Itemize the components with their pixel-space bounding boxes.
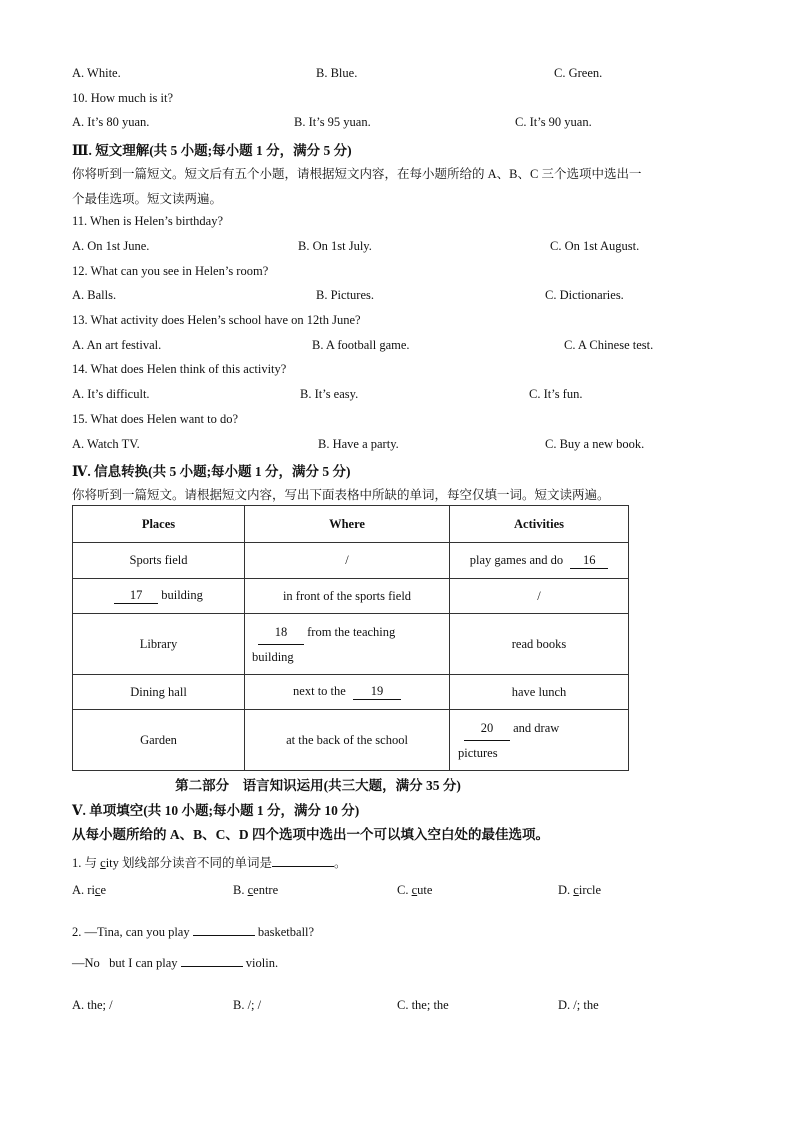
option-label: B. — [233, 883, 245, 897]
section3-instruction-1: 你将听到一篇短文。短文后有五个小题，请根据短文内容，在每小题所给的 A、B、C 三个选项中选出一 — [72, 167, 642, 181]
blank-20[interactable]: 20 — [464, 716, 510, 741]
cell-text: play games and do — [469, 552, 564, 567]
q2-line1-prefix: 2. —Tina, can you play — [72, 925, 190, 939]
q15-option-a: A. Watch TV. — [72, 437, 140, 451]
q1-stem-word: ity — [105, 856, 119, 870]
part2-title: 第二部分 语言知识运用(共三大题，满分 35 分) — [175, 778, 461, 793]
q9-option-a: A. White. — [72, 66, 121, 80]
cell-place: Dining hall — [73, 675, 245, 710]
header-activities: Activities — [450, 506, 629, 543]
section5-instruction: 从每小题所给的 A、B、C、D 四个选项中选出一个可以填入空白处的最佳选项。 — [72, 827, 550, 842]
q12-option-c: C. Dictionaries. — [545, 288, 624, 302]
q15-option-c: C. Buy a new book. — [545, 437, 645, 451]
cell-place — [73, 579, 245, 614]
cell-activity: have lunch — [450, 675, 629, 710]
cell-place: Library — [73, 614, 245, 675]
table-header-row — [73, 506, 629, 543]
header-where: Where — [245, 506, 450, 543]
cell-activity: read books — [450, 614, 629, 675]
q10-option-b: B. It’s 95 yuan. — [294, 115, 371, 129]
cell-activity: / — [450, 579, 629, 614]
cell-where: / — [245, 543, 450, 579]
cell-text: and draw — [513, 720, 560, 735]
option-underlined: c — [94, 883, 101, 897]
q11-option-b: B. On 1st July. — [298, 239, 372, 253]
q1-option-d — [558, 883, 601, 898]
q14-option-a: A. It’s difficult. — [72, 387, 150, 401]
q14-stem: 14. What does Helen think of this activity? — [72, 362, 287, 376]
q12-option-a: A. Balls. — [72, 288, 117, 302]
q15-option-b: B. Have a party. — [318, 437, 399, 451]
option-word-part: ri — [87, 883, 95, 897]
q2-option-d: D. /; the — [558, 998, 599, 1012]
q2-line2 — [72, 956, 278, 971]
option-label: A. — [72, 883, 85, 897]
table-row — [73, 543, 629, 579]
q1-option-a — [72, 883, 106, 898]
q13-stem: 13. What activity does Helen’s school have on 12th June? — [72, 313, 361, 327]
q2-option-b: B. /; / — [233, 998, 262, 1012]
q1-stem-suffix: 划线部分读音不同的单词是 — [118, 856, 273, 870]
q11-option-c: C. On 1st August. — [550, 239, 640, 253]
table-row — [73, 614, 629, 675]
section4-title: Ⅳ. 信息转换(共 5 小题;每小题 1 分，满分 5 分) — [72, 464, 351, 479]
option-word-part: e — [100, 883, 107, 897]
cell-place: Garden — [73, 710, 245, 771]
option-word-part: entre — [253, 883, 279, 897]
q9-option-c: C. Green. — [554, 66, 603, 80]
info-table — [72, 505, 629, 771]
q2-line2-middle: but I can play — [109, 956, 178, 970]
q2-option-a: A. the; / — [72, 998, 113, 1012]
section3-instruction-2: 个最佳选项。短文读两遍。 — [72, 192, 223, 206]
q14-option-b: B. It’s easy. — [300, 387, 359, 401]
header-places: Places — [73, 506, 245, 543]
cell-text: next to the — [293, 684, 346, 698]
cell-where: at the back of the school — [245, 710, 450, 771]
section4-instruction: 你将听到一篇短文。请根据短文内容，写出下面表格中所缺的单词，每空仅填一词。短文读两遍。 — [72, 488, 610, 502]
q2-line1 — [72, 925, 314, 940]
option-underlined: c — [411, 883, 418, 897]
cell-activity — [450, 543, 629, 579]
q12-stem: 12. What can you see in Helen’s room? — [72, 264, 269, 278]
q1-stem-prefix: 1. 与 — [72, 856, 101, 870]
q1-stem-underlined: c — [100, 856, 106, 870]
q2-blank-1[interactable] — [193, 935, 255, 936]
q11-option-a: A. On 1st June. — [72, 239, 150, 253]
table-row — [73, 579, 629, 614]
cell-text: building — [161, 588, 203, 602]
blank-16[interactable]: 16 — [570, 553, 608, 569]
section3-title: Ⅲ. 短文理解(共 5 小题;每小题 1 分，满分 5 分) — [72, 143, 352, 158]
option-word-part: ute — [417, 883, 433, 897]
q10-stem: 10. How much is it? — [72, 91, 174, 105]
q2-line1-suffix: basketball? — [257, 925, 315, 939]
q13-option-b: B. A football game. — [312, 338, 410, 352]
option-label: C. — [397, 883, 409, 897]
q10-option-a: A. It’s 80 yuan. — [72, 115, 150, 129]
q1-stem — [72, 853, 347, 871]
q10-option-c: C. It’s 90 yuan. — [515, 115, 592, 129]
option-label: D. — [558, 883, 571, 897]
q2-line2-prefix: —No — [72, 956, 100, 970]
cell-where — [245, 614, 450, 675]
q9-option-b: B. Blue. — [316, 66, 358, 80]
blank-19[interactable]: 19 — [353, 684, 401, 700]
q1-option-c — [397, 883, 432, 898]
q2-blank-2[interactable] — [181, 966, 243, 967]
cell-text: pictures — [458, 745, 498, 760]
q13-option-a: A. An art festival. — [72, 338, 162, 352]
q1-option-b — [233, 883, 278, 898]
section5-title: Ⅴ. 单项填空(共 10 小题;每小题 1 分，满分 10 分) — [72, 803, 360, 818]
q1-stem-end: 。 — [334, 856, 347, 870]
blank-18[interactable]: 18 — [258, 620, 304, 645]
q13-option-c: C. A Chinese test. — [564, 338, 654, 352]
q11-stem: 11. When is Helen’s birthday? — [72, 214, 224, 228]
q1-answer-blank[interactable] — [272, 866, 334, 867]
option-underlined: c — [573, 883, 579, 897]
q15-stem: 15. What does Helen want to do? — [72, 412, 239, 426]
q2-option-c: C. the; the — [397, 998, 449, 1012]
option-word-part: ircle — [578, 883, 602, 897]
cell-activity — [450, 710, 629, 771]
table-row — [73, 675, 629, 710]
blank-17[interactable]: 17 — [114, 588, 158, 604]
cell-where — [245, 675, 450, 710]
table-row — [73, 710, 629, 771]
q12-option-b: B. Pictures. — [316, 288, 374, 302]
q14-option-c: C. It’s fun. — [529, 387, 583, 401]
cell-place: Sports field — [73, 543, 245, 579]
cell-text: from the teaching — [307, 624, 396, 639]
option-underlined: c — [247, 883, 254, 897]
q2-line2-suffix: violin. — [245, 956, 279, 970]
cell-text: building — [252, 649, 294, 664]
cell-where: in front of the sports field — [245, 579, 450, 614]
